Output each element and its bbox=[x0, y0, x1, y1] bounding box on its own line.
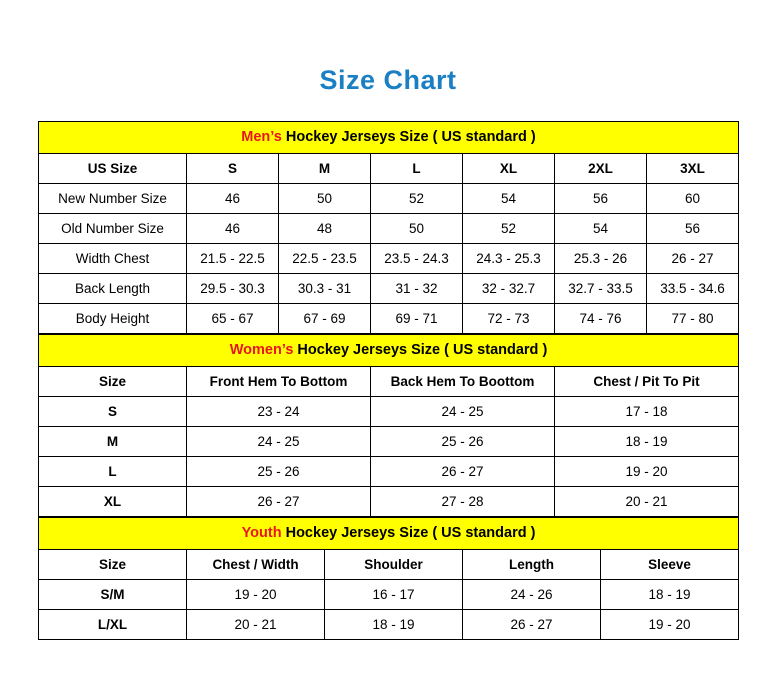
youth-row-0-cell-2: 16 - 17 bbox=[325, 579, 463, 609]
youth-row-1-cell-2: 18 - 19 bbox=[325, 609, 463, 639]
table-row bbox=[39, 549, 739, 579]
table-band-row bbox=[39, 517, 739, 549]
mens-band-accent: Men’s bbox=[241, 129, 282, 146]
youth-row-1-cell-3: 26 - 27 bbox=[463, 609, 601, 639]
mens-row-0-cell-3: 52 bbox=[371, 183, 463, 213]
womens-row-0-cell-2: 24 - 25 bbox=[371, 396, 555, 426]
youth-row-0-cell-4: 18 - 19 bbox=[601, 579, 739, 609]
mens-row-1-cell-3: 50 bbox=[371, 213, 463, 243]
mens-row-4-cell-2: 67 - 69 bbox=[279, 303, 371, 333]
size-tables bbox=[38, 121, 738, 640]
youth-row-1-cell-4: 19 - 20 bbox=[601, 609, 739, 639]
mens-row-4-cell-1: 65 - 67 bbox=[187, 303, 279, 333]
mens-row-4-cell-5: 74 - 76 bbox=[555, 303, 647, 333]
mens-row-2-cell-2: 22.5 - 23.5 bbox=[279, 243, 371, 273]
mens-row-3-cell-4: 32 - 32.7 bbox=[463, 273, 555, 303]
womens-row-1-cell-3: 18 - 19 bbox=[555, 426, 739, 456]
womens-row-1-cell-2: 25 - 26 bbox=[371, 426, 555, 456]
mens-row-0-cell-4: 54 bbox=[463, 183, 555, 213]
mens-row-1-cell-1: 46 bbox=[187, 213, 279, 243]
mens-size-table bbox=[38, 121, 739, 334]
table-row bbox=[39, 486, 739, 516]
table-row bbox=[39, 579, 739, 609]
womens-header-cell-3: Chest / Pit To Pit bbox=[555, 366, 739, 396]
table-row bbox=[39, 426, 739, 456]
womens-row-2-cell-1: 25 - 26 bbox=[187, 456, 371, 486]
mens-row-0-cell-1: 46 bbox=[187, 183, 279, 213]
mens-row-3-cell-1: 29.5 - 30.3 bbox=[187, 273, 279, 303]
table-row bbox=[39, 366, 739, 396]
mens-row-0-cell-5: 56 bbox=[555, 183, 647, 213]
mens-row-2-cell-1: 21.5 - 22.5 bbox=[187, 243, 279, 273]
youth-band bbox=[39, 517, 739, 549]
table-row bbox=[39, 183, 739, 213]
womens-row-0-label: S bbox=[39, 396, 187, 426]
youth-header-cell-1: Chest / Width bbox=[187, 549, 325, 579]
womens-row-3-label: XL bbox=[39, 486, 187, 516]
mens-row-2-label: Width Chest bbox=[39, 243, 187, 273]
womens-row-2-cell-2: 26 - 27 bbox=[371, 456, 555, 486]
table-band-row bbox=[39, 121, 739, 153]
table-row bbox=[39, 303, 739, 333]
womens-row-2-cell-3: 19 - 20 bbox=[555, 456, 739, 486]
mens-header-cell-4: XL bbox=[463, 153, 555, 183]
mens-row-2-cell-5: 25.3 - 26 bbox=[555, 243, 647, 273]
mens-row-1-cell-4: 52 bbox=[463, 213, 555, 243]
mens-band bbox=[39, 121, 739, 153]
mens-row-1-label: Old Number Size bbox=[39, 213, 187, 243]
table-row bbox=[39, 153, 739, 183]
womens-header-cell-1: Front Hem To Bottom bbox=[187, 366, 371, 396]
womens-row-1-cell-1: 24 - 25 bbox=[187, 426, 371, 456]
youth-header-cell-2: Shoulder bbox=[325, 549, 463, 579]
womens-header-cell-0: Size bbox=[39, 366, 187, 396]
mens-row-0-label: New Number Size bbox=[39, 183, 187, 213]
mens-header-cell-5: 2XL bbox=[555, 153, 647, 183]
youth-band-rest: Hockey Jerseys Size ( US standard ) bbox=[281, 525, 536, 542]
mens-row-1-cell-5: 54 bbox=[555, 213, 647, 243]
mens-row-4-cell-4: 72 - 73 bbox=[463, 303, 555, 333]
mens-row-4-cell-6: 77 - 80 bbox=[647, 303, 739, 333]
mens-row-1-cell-2: 48 bbox=[279, 213, 371, 243]
youth-size-table bbox=[38, 517, 739, 640]
womens-band-rest: Hockey Jerseys Size ( US standard ) bbox=[293, 342, 548, 359]
youth-row-0-cell-1: 19 - 20 bbox=[187, 579, 325, 609]
mens-header-cell-0: US Size bbox=[39, 153, 187, 183]
womens-row-1-label: M bbox=[39, 426, 187, 456]
womens-row-3-cell-2: 27 - 28 bbox=[371, 486, 555, 516]
page-title: Size Chart bbox=[319, 65, 457, 95]
mens-row-4-cell-3: 69 - 71 bbox=[371, 303, 463, 333]
table-row bbox=[39, 456, 739, 486]
mens-band-rest: Hockey Jerseys Size ( US standard ) bbox=[281, 129, 536, 146]
table-row bbox=[39, 213, 739, 243]
mens-row-3-cell-5: 32.7 - 33.5 bbox=[555, 273, 647, 303]
womens-row-3-cell-3: 20 - 21 bbox=[555, 486, 739, 516]
table-band-row bbox=[39, 334, 739, 366]
mens-row-3-cell-2: 30.3 - 31 bbox=[279, 273, 371, 303]
mens-row-2-cell-3: 23.5 - 24.3 bbox=[371, 243, 463, 273]
table-row bbox=[39, 396, 739, 426]
youth-row-1-label: L/XL bbox=[39, 609, 187, 639]
mens-header-cell-1: S bbox=[187, 153, 279, 183]
mens-header-cell-6: 3XL bbox=[647, 153, 739, 183]
youth-header-cell-0: Size bbox=[39, 549, 187, 579]
mens-row-0-cell-6: 60 bbox=[647, 183, 739, 213]
mens-row-2-cell-4: 24.3 - 25.3 bbox=[463, 243, 555, 273]
womens-row-3-cell-1: 26 - 27 bbox=[187, 486, 371, 516]
table-row bbox=[39, 273, 739, 303]
mens-row-0-cell-2: 50 bbox=[279, 183, 371, 213]
youth-row-0-label: S/M bbox=[39, 579, 187, 609]
mens-row-3-label: Back Length bbox=[39, 273, 187, 303]
youth-header-cell-4: Sleeve bbox=[601, 549, 739, 579]
womens-band-accent: Women’s bbox=[229, 342, 294, 359]
womens-row-0-cell-3: 17 - 18 bbox=[555, 396, 739, 426]
mens-row-4-label: Body Height bbox=[39, 303, 187, 333]
womens-row-0-cell-1: 23 - 24 bbox=[187, 396, 371, 426]
mens-row-2-cell-6: 26 - 27 bbox=[647, 243, 739, 273]
table-row bbox=[39, 243, 739, 273]
youth-band-accent: Youth bbox=[241, 525, 282, 542]
youth-row-0-cell-3: 24 - 26 bbox=[463, 579, 601, 609]
mens-header-cell-2: M bbox=[279, 153, 371, 183]
mens-row-3-cell-3: 31 - 32 bbox=[371, 273, 463, 303]
womens-row-2-label: L bbox=[39, 456, 187, 486]
womens-band bbox=[39, 334, 739, 366]
mens-row-3-cell-6: 33.5 - 34.6 bbox=[647, 273, 739, 303]
womens-header-cell-2: Back Hem To Boottom bbox=[371, 366, 555, 396]
womens-size-table bbox=[38, 334, 739, 517]
mens-header-cell-3: L bbox=[371, 153, 463, 183]
youth-row-1-cell-1: 20 - 21 bbox=[187, 609, 325, 639]
mens-row-1-cell-6: 56 bbox=[647, 213, 739, 243]
youth-header-cell-3: Length bbox=[463, 549, 601, 579]
table-row bbox=[39, 609, 739, 639]
